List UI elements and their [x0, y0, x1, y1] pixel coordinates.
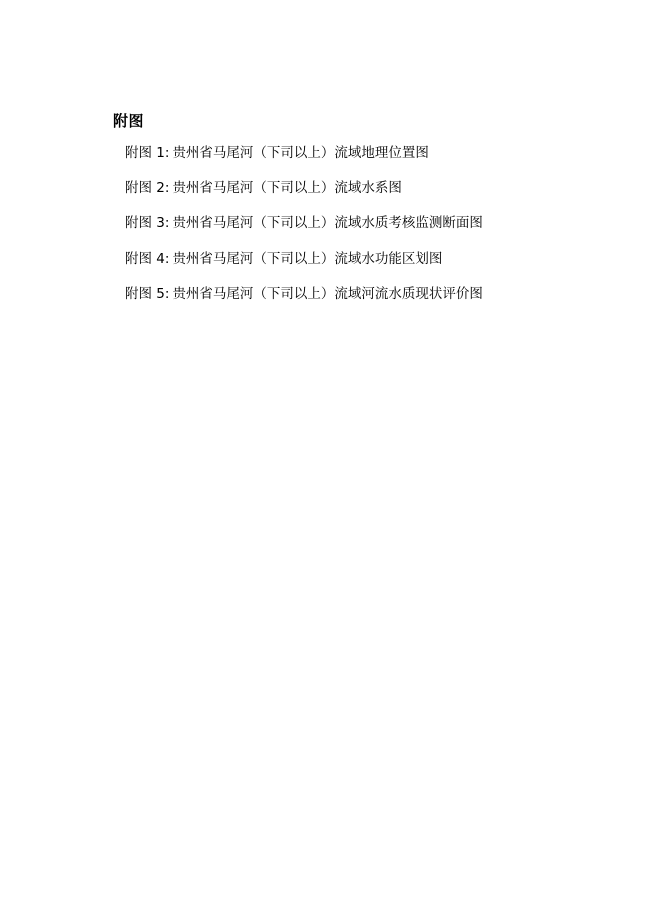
- figure-label: 附图 1:: [125, 145, 170, 161]
- figure-label: 附图 4:: [125, 250, 170, 267]
- figure-title: 贵州省马尾河（下司以上）流域水功能区划图: [172, 250, 443, 267]
- figure-label: 附图 5:: [125, 285, 170, 302]
- page-title: 附图: [113, 112, 145, 130]
- figure-label: 附图 3:: [125, 215, 170, 232]
- list-item: [113, 214, 583, 232]
- list-item: [113, 144, 583, 162]
- figure-label: 附图 2:: [125, 180, 170, 197]
- figure-title: 贵州省马尾河（下司以上）流域水系图: [172, 180, 402, 197]
- figure-list: [113, 144, 583, 303]
- figure-title: 贵州省马尾河（下司以上）流域河流水质现状评价图: [172, 285, 483, 302]
- list-item: [113, 285, 583, 303]
- list-item: [113, 179, 583, 197]
- figure-title: 贵州省马尾河（下司以上）流域地理位置图: [172, 145, 429, 161]
- list-item: [113, 250, 583, 268]
- figure-title: 贵州省马尾河（下司以上）流域水质考核监测断面图: [172, 215, 483, 232]
- document-body: [113, 112, 583, 320]
